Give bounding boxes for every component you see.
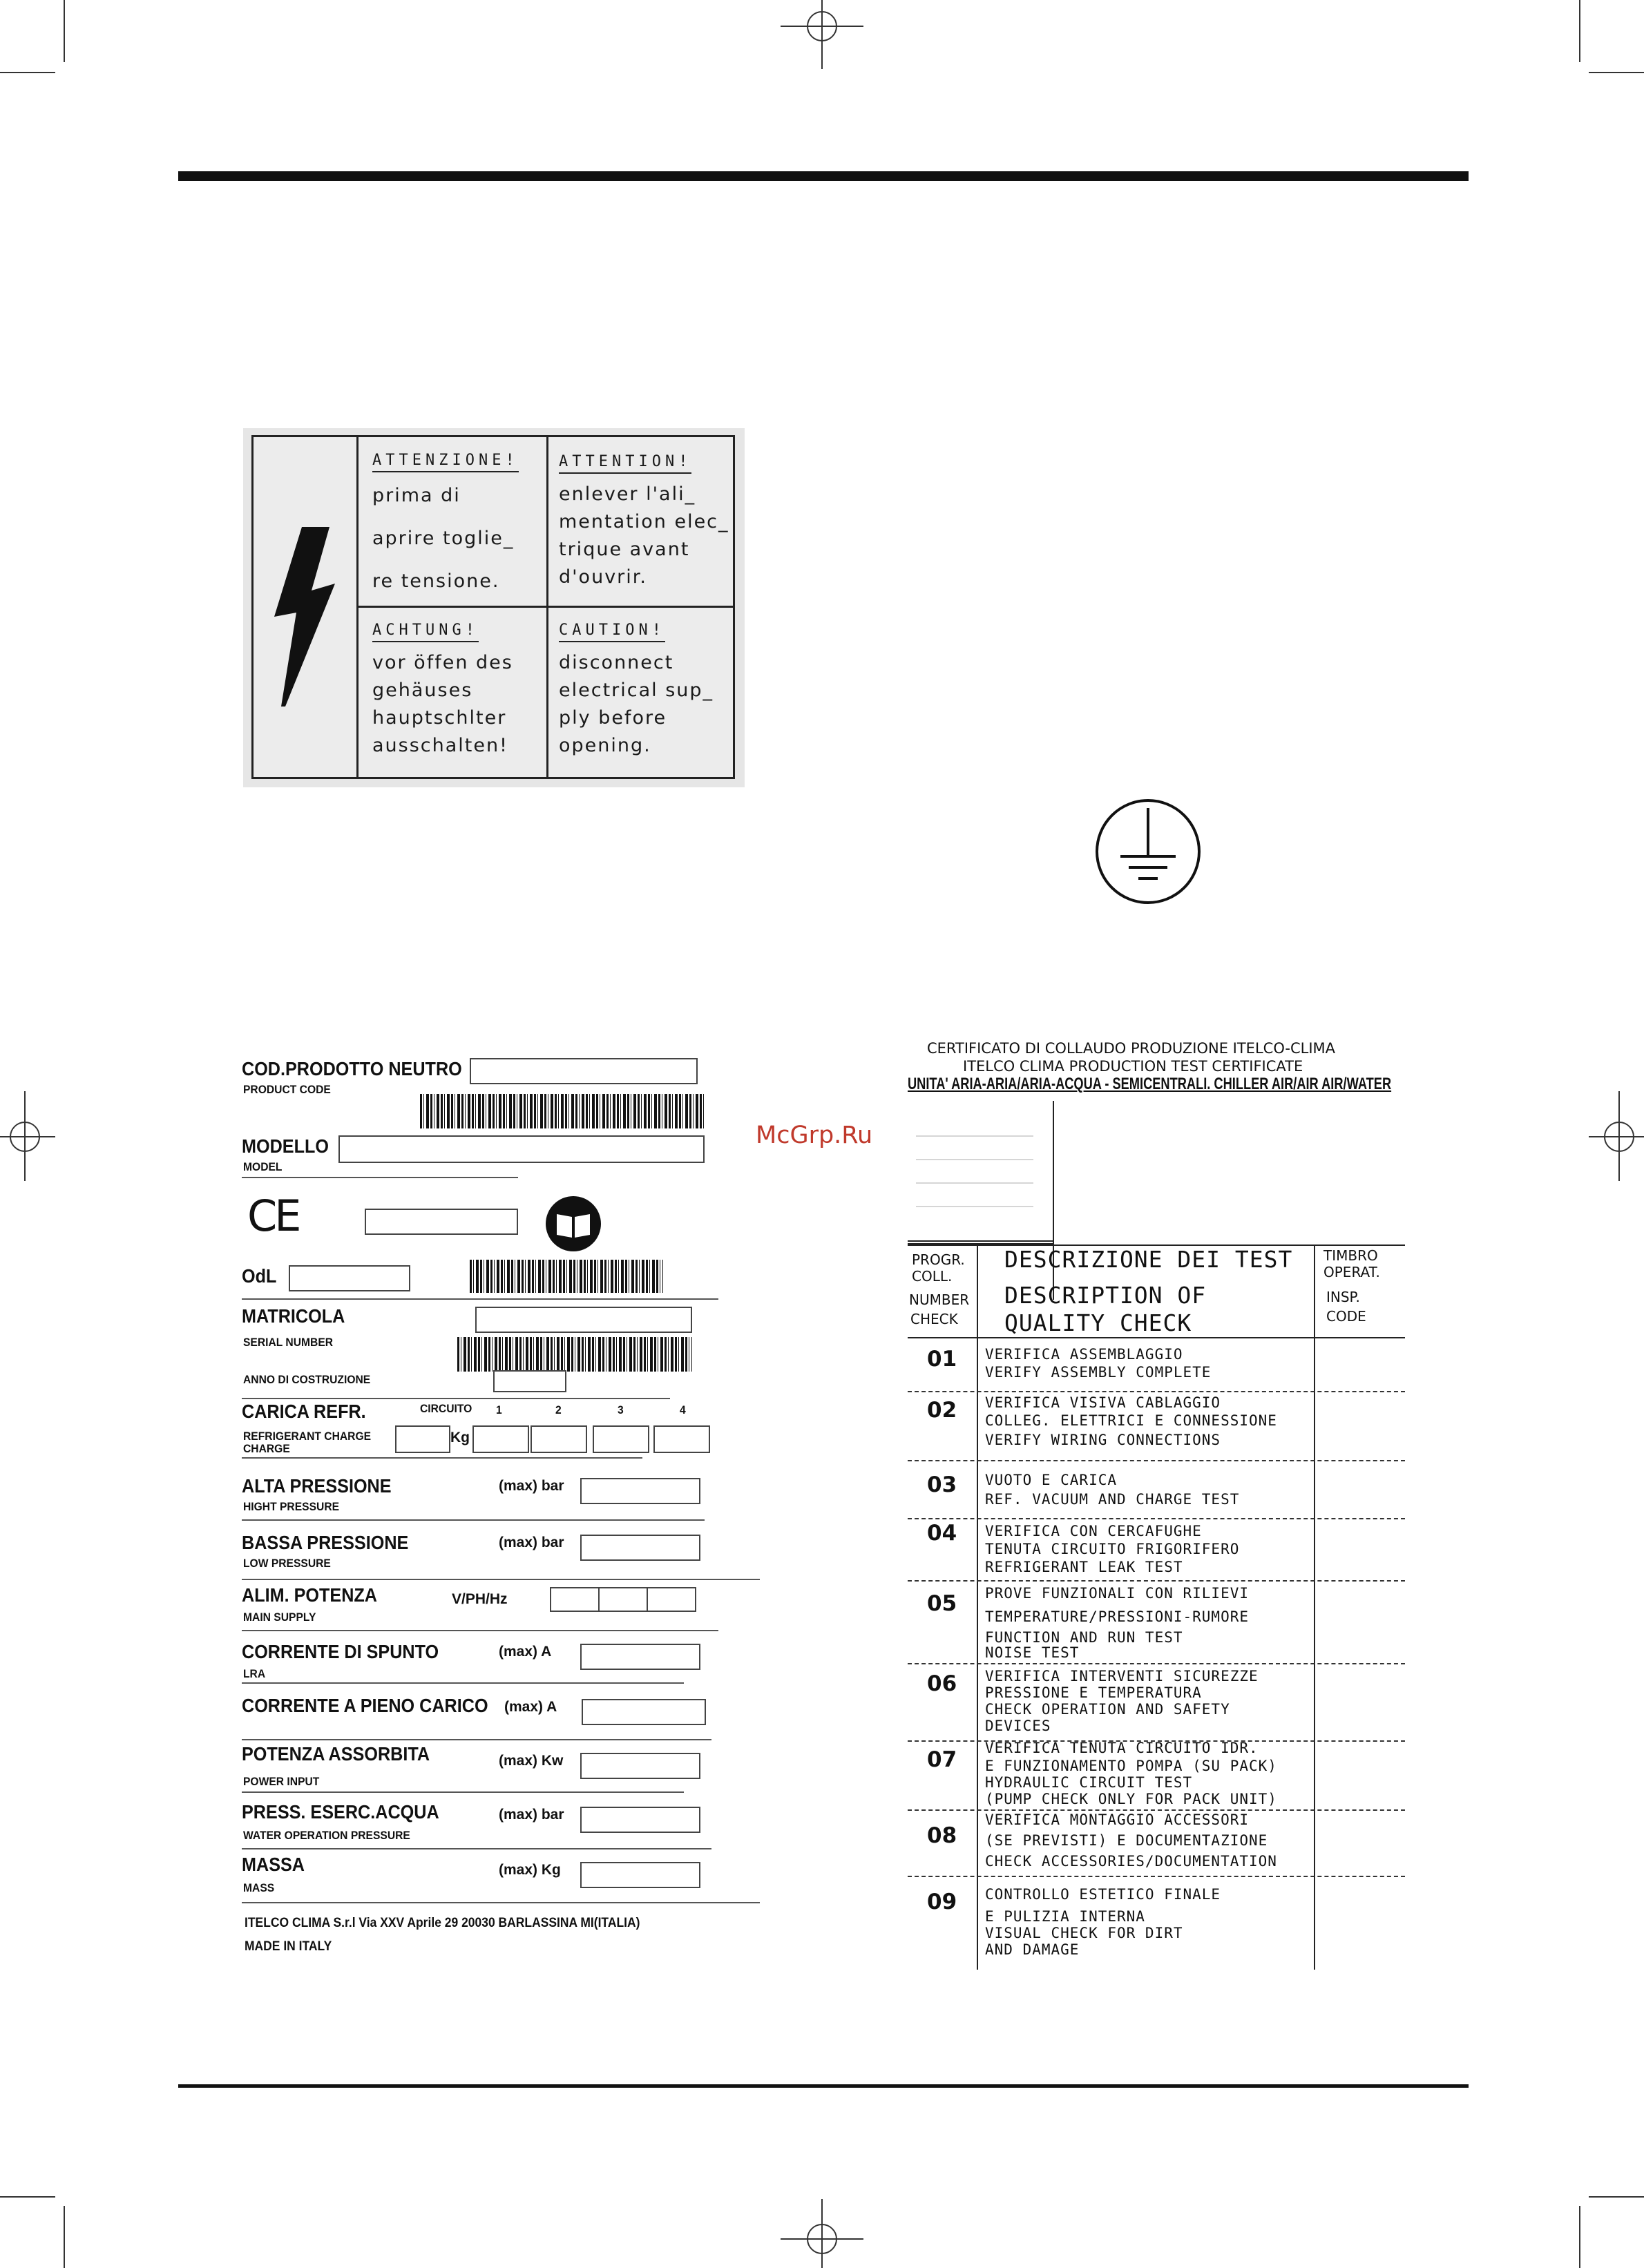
warning-fr-line: trique avant (559, 539, 690, 560)
row-number: 06 (927, 1671, 957, 1696)
serial-barcode (457, 1337, 692, 1372)
row-line: DEVICES (985, 1718, 1051, 1734)
full-load-unit: (max) A (504, 1699, 557, 1715)
main-supply-label-en: MAIN SUPPLY (243, 1611, 316, 1624)
row-line: REFRIGERANT LEAK TEST (985, 1559, 1183, 1575)
odl-label: OdL (242, 1265, 277, 1287)
water-pressure-label-en: WATER OPERATION PRESSURE (243, 1829, 410, 1842)
water-pressure-field (580, 1807, 700, 1833)
circuit-4-field (653, 1425, 710, 1453)
lra-field (580, 1644, 700, 1670)
row-line: E PULIZIA INTERNA (985, 1908, 1145, 1925)
row-number: 02 (927, 1398, 957, 1423)
full-load-field (582, 1699, 706, 1725)
row-line: PRESSIONE E TEMPERATURA (985, 1684, 1202, 1701)
serial-label: MATRICOLA (242, 1305, 345, 1327)
product-code-field (470, 1058, 698, 1084)
warning-en-title: CAUTION! (559, 620, 665, 642)
warning-it (372, 445, 519, 595)
full-load-label: CORRENTE A PIENO CARICO (242, 1695, 488, 1716)
circuit-3-field (593, 1425, 649, 1453)
warning-de-title: ACHTUNG! (372, 620, 479, 642)
phase-field (598, 1587, 648, 1612)
refr-charge-label-en: REFRIGERANT CHARGE (243, 1430, 372, 1443)
odl-barcode (470, 1260, 663, 1293)
row-line: VERIFICA ASSEMBLAGGIO (985, 1346, 1183, 1363)
row-number: 04 (927, 1521, 957, 1546)
power-input-label: POTENZA ASSORBITA (242, 1743, 430, 1765)
warning-fr-line: d'ouvrir. (559, 566, 647, 588)
low-pressure-field (580, 1535, 700, 1561)
water-pressure-label: PRESS. ESERC.ACQUA (242, 1801, 439, 1823)
row-line: VERIFICA MONTAGGIO ACCESSORI (985, 1811, 1250, 1828)
test-certificate (895, 1036, 1406, 1975)
odl-field (289, 1265, 410, 1291)
mass-unit: (max) Kg (499, 1862, 561, 1878)
charge-label: CHARGE (243, 1442, 290, 1455)
col-number: NUMBER (909, 1291, 970, 1308)
warning-it-line: aprire toglie_ (372, 528, 515, 549)
warning-de-line: hauptschlter (372, 707, 507, 729)
row-line: CONTROLLO ESTETICO FINALE (985, 1886, 1221, 1903)
header-rule (178, 171, 1469, 181)
row-line: VERIFICA INTERVENTI SICUREZZE (985, 1668, 1259, 1684)
model-label: MODELLO (242, 1135, 329, 1157)
lightning-bolt-icon (254, 437, 357, 781)
low-pressure-label: BASSA PRESSIONE (242, 1532, 409, 1553)
circuit-1-field (472, 1425, 529, 1453)
warning-fr-line: enlever l'ali_ (559, 483, 696, 505)
row-number: 08 (927, 1823, 957, 1848)
row-line: (SE PREVISTI) E DOCUMENTAZIONE (985, 1832, 1268, 1849)
row-line: REF. VACUUM AND CHARGE TEST (985, 1491, 1240, 1508)
row-line: VERIFY WIRING CONNECTIONS (985, 1432, 1221, 1448)
product-barcode (420, 1094, 705, 1128)
row-line: COLLEG. ELETTRICI E CONNESSIONE (985, 1412, 1277, 1429)
warning-fr-title: ATTENTION! (559, 452, 691, 474)
row-line: E FUNZIONAMENTO POMPA (SU PACK) (985, 1758, 1277, 1774)
low-pressure-label-en: LOW PRESSURE (243, 1557, 331, 1570)
row-number: 07 (927, 1747, 957, 1772)
charge-field (395, 1425, 450, 1453)
col-coll: COLL. (912, 1268, 953, 1285)
col-stamp-1: TIMBRO (1323, 1247, 1378, 1264)
col-description-en2: QUALITY CHECK (1004, 1309, 1192, 1336)
manufacturer-address: ITELCO CLIMA S.r.l Via XXV Aprile 29 20030 BARLASSINA MI(ITALIA) (245, 1916, 640, 1930)
lra-label: CORRENTE DI SPUNTO (242, 1641, 439, 1662)
warning-en (559, 615, 714, 760)
circuit-number: 3 (618, 1403, 624, 1416)
row-line: FUNCTION AND RUN TEST (985, 1629, 1183, 1646)
row-number: 03 (927, 1472, 957, 1497)
col-description-en1: DESCRIPTION OF (1004, 1282, 1207, 1309)
product-code-label-en: PRODUCT CODE (243, 1083, 331, 1096)
serial-field (475, 1307, 692, 1333)
power-input-field (580, 1753, 700, 1779)
warning-de (372, 615, 513, 760)
circuit-label: CIRCUITO (420, 1402, 472, 1415)
mass-label: MASSA (242, 1854, 305, 1875)
product-code-label: COD.PRODOTTO NEUTRO (242, 1058, 462, 1079)
certificate-subtitle: UNITA' ARIA-ARIA/ARIA-ACQUA - SEMICENTRALI. CHILLER AIR/AIR AIR/WATER (908, 1075, 1392, 1093)
bolt-panel (254, 437, 359, 777)
manual-book-icon (544, 1195, 602, 1253)
row-number: 05 (927, 1591, 957, 1616)
row-line: VERIFY ASSEMBLY COMPLETE (985, 1364, 1212, 1381)
col-progr: PROGR. (912, 1251, 965, 1268)
header-notes (916, 1122, 1033, 1225)
watermark: McGrp.Ru (756, 1122, 873, 1149)
low-pressure-unit: (max) bar (499, 1535, 564, 1550)
main-supply-label: ALIM. POTENZA (242, 1584, 377, 1606)
warning-de-line: ausschalten! (372, 735, 508, 756)
high-pressure-label: ALTA PRESSIONE (242, 1475, 392, 1497)
high-pressure-field (580, 1478, 700, 1504)
row-line: AND DAMAGE (985, 1941, 1080, 1958)
row-line: (PUMP CHECK ONLY FOR PACK UNIT) (985, 1791, 1277, 1807)
main-supply-unit: V/PH/Hz (452, 1591, 508, 1607)
warning-it-line: re tensione. (372, 570, 500, 592)
lra-label-en: LRA (243, 1667, 266, 1680)
ce-mark: CE (247, 1191, 299, 1241)
warning-en-line: electrical sup_ (559, 680, 714, 701)
row-line: HYDRAULIC CIRCUIT TEST (985, 1774, 1193, 1791)
row-line: CHECK ACCESSORIES/DOCUMENTATION (985, 1853, 1277, 1870)
warning-fr-line: mentation elec_ (559, 511, 729, 532)
footer-rule (178, 2084, 1469, 2088)
warning-it-title: ATTENZIONE! (372, 450, 519, 472)
col-stamp-4: CODE (1326, 1308, 1366, 1325)
row-number: 01 (927, 1347, 957, 1372)
row-line: VERIFICA TENUTA CIRCUITO IDR. (985, 1740, 1259, 1756)
warning-en-line: opening. (559, 735, 651, 756)
lra-unit: (max) A (499, 1644, 552, 1660)
row-line: VERIFICA VISIVA CABLAGGIO (985, 1394, 1221, 1411)
circuit-number: 2 (555, 1403, 562, 1416)
protective-earth-icon (1093, 793, 1203, 910)
warning-fr (559, 447, 729, 591)
warning-de-line: vor öffen des (372, 652, 513, 673)
warning-de-line: gehäuses (372, 680, 473, 701)
row-line: CHECK OPERATION AND SAFETY (985, 1701, 1230, 1718)
row-line: TEMPERATURE/PRESSIONI-RUMORE (985, 1608, 1250, 1625)
certificate-title-en: ITELCO CLIMA PRODUCTION TEST CERTIFICATE (963, 1058, 1303, 1075)
year-label: ANNO DI COSTRUZIONE (243, 1373, 371, 1386)
model-field (338, 1135, 705, 1163)
refr-charge-label: CARICA REFR. (242, 1401, 366, 1422)
col-description-it: DESCRIZIONE DEI TEST (1004, 1246, 1293, 1273)
mass-field (580, 1862, 700, 1888)
row-number: 09 (927, 1890, 957, 1914)
frequency-field (647, 1587, 696, 1612)
kg-label: Kg (450, 1430, 470, 1445)
mass-label-en: MASS (243, 1881, 275, 1894)
certificate-title-it: CERTIFICATO DI COLLAUDO PRODUZIONE ITELCO-CLIMA (927, 1040, 1336, 1057)
made-in-label: MADE IN ITALY (245, 1939, 332, 1954)
circuit-2-field (531, 1425, 587, 1453)
high-pressure-unit: (max) bar (499, 1478, 564, 1494)
year-field (493, 1370, 566, 1392)
power-input-unit: (max) Kw (499, 1753, 564, 1769)
voltage-field (550, 1587, 600, 1612)
col-check: CHECK (910, 1311, 958, 1327)
electrical-warning-label (243, 428, 745, 787)
row-line: TENUTA CIRCUITO FRIGORIFERO (985, 1541, 1240, 1557)
warning-en-line: disconnect (559, 652, 674, 673)
row-line: VUOTO E CARICA (985, 1472, 1118, 1488)
water-pressure-unit: (max) bar (499, 1807, 564, 1823)
col-stamp-3: INSP. (1326, 1289, 1360, 1305)
warning-en-line: ply before (559, 707, 667, 729)
row-line: PROVE FUNZIONALI CON RILIEVI (985, 1585, 1250, 1602)
warning-it-line: prima di (372, 485, 461, 506)
ce-field (365, 1209, 518, 1235)
rating-plate (235, 1048, 774, 1960)
serial-label-en: SERIAL NUMBER (243, 1336, 334, 1349)
circuit-number: 1 (496, 1403, 502, 1416)
row-line: VERIFICA CON CERCAFUGHE (985, 1523, 1202, 1539)
high-pressure-label-en: HIGHT PRESSURE (243, 1500, 340, 1513)
model-label-en: MODEL (243, 1160, 283, 1173)
col-stamp-2: OPERAT. (1323, 1264, 1380, 1280)
power-input-label-en: POWER INPUT (243, 1775, 320, 1788)
row-line: VISUAL CHECK FOR DIRT (985, 1925, 1183, 1941)
circuit-number: 4 (680, 1403, 686, 1416)
row-line: NOISE TEST (985, 1644, 1080, 1661)
